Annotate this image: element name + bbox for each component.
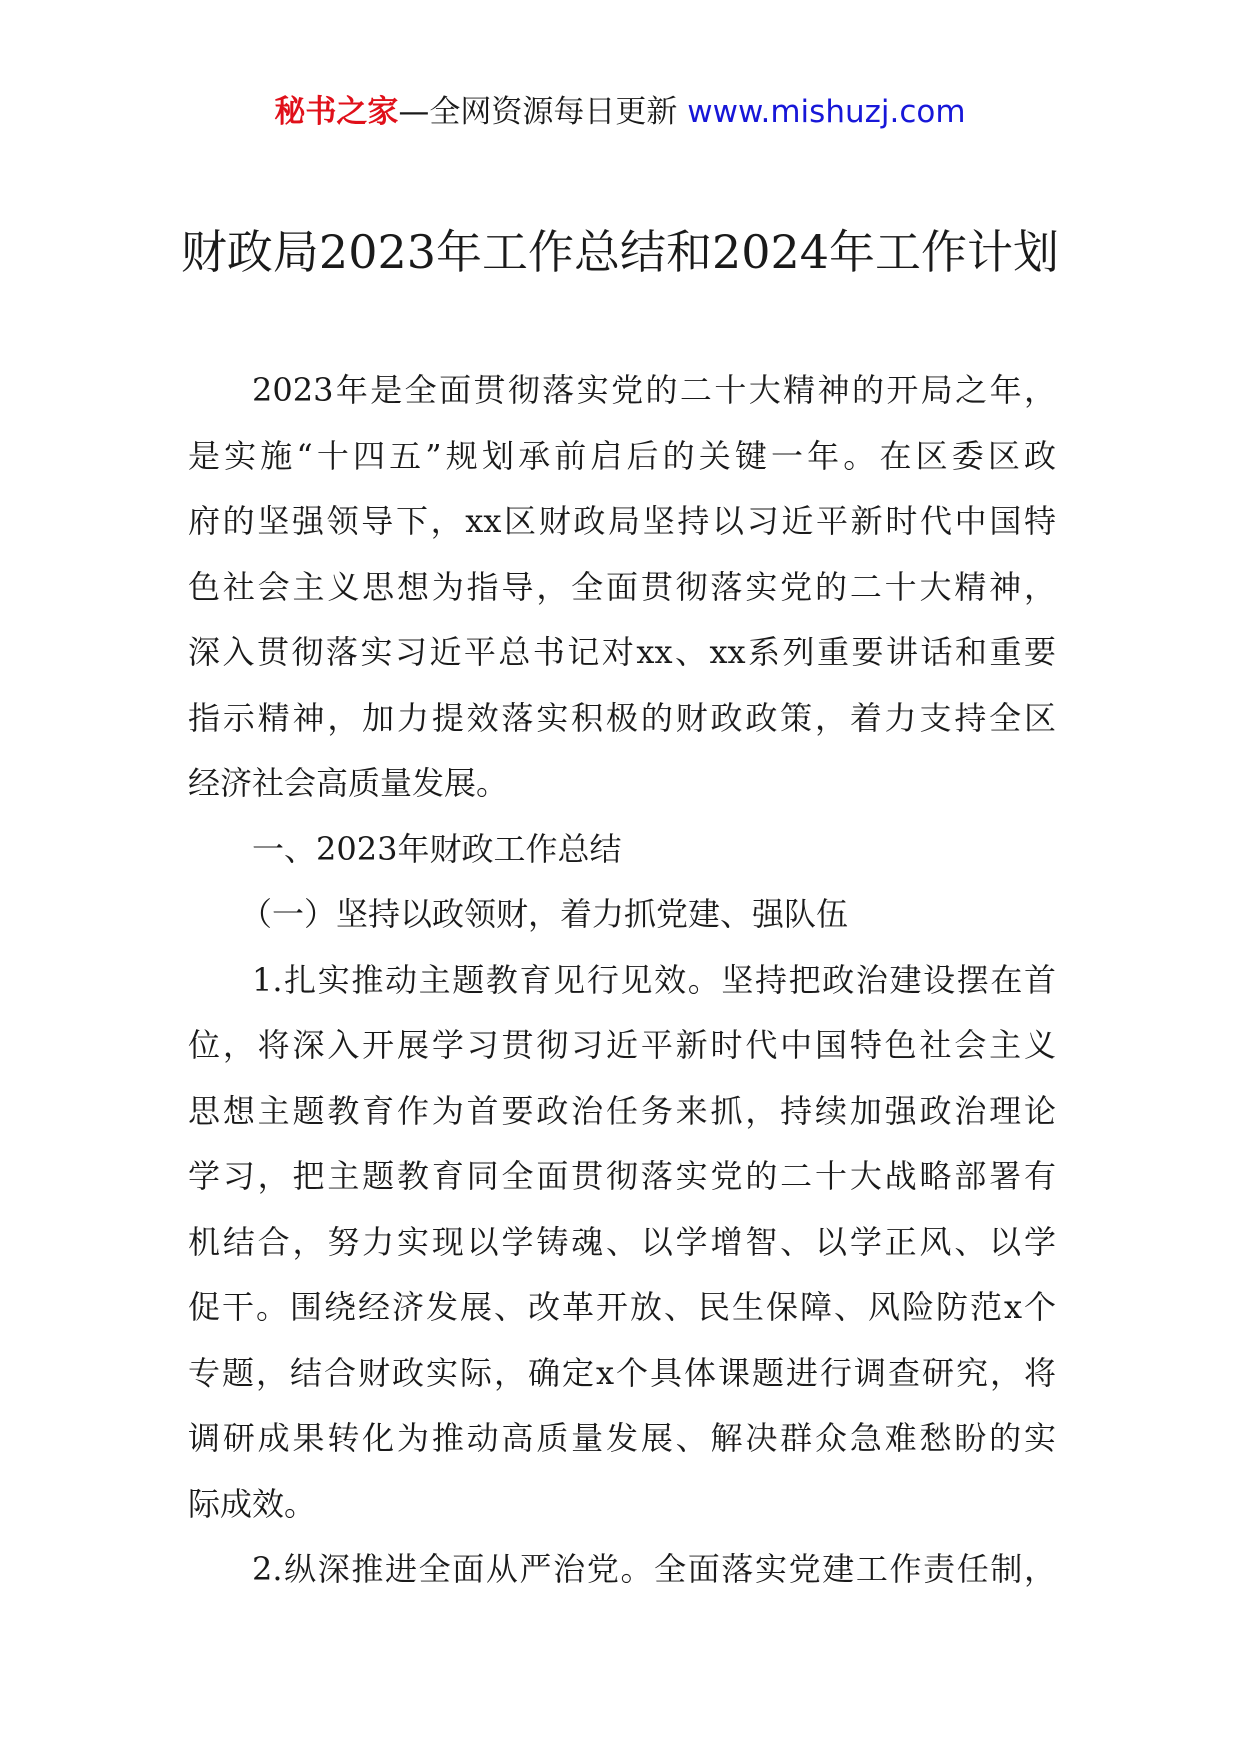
paragraph-line: 调研成果转化为推动高质量发展、解决群众急难愁盼的实 bbox=[188, 1419, 1056, 1457]
site-tagline: —全网资源每日更新 bbox=[398, 94, 688, 130]
paragraph-line: 是实施“十四五”规划承前启后的关键一年。在区委区政 bbox=[188, 436, 1056, 475]
paragraph-line: 1.扎实推动主题教育见行见效。坚持把政治建设摆在首 bbox=[252, 960, 1056, 999]
paragraph-line: 经济社会高质量发展。 bbox=[188, 764, 509, 802]
paragraph-line: 指示精神，加力提效落实积极的财政政策，着力支持全区 bbox=[188, 698, 1056, 737]
document-title: 财政局2023年工作总结和2024年工作计划 bbox=[180, 225, 1060, 279]
paragraph-line: 思想主题教育作为首要政治任务来抓，持续加强政治理论 bbox=[188, 1091, 1056, 1130]
paragraph-line: 专题，结合财政实际，确定x个具体课题进行调查研究，将 bbox=[188, 1353, 1056, 1392]
paragraph-line: 深入贯彻落实习近平总书记对xx、xx系列重要讲话和重要 bbox=[188, 633, 1056, 671]
subsection-heading: （一）坚持以政领财，着力抓党建、强队伍 bbox=[240, 895, 849, 933]
paragraph-line: 位，将深入开展学习贯彻习近平新时代中国特色社会主义 bbox=[188, 1026, 1056, 1064]
paragraph-line: 2023年是全面贯彻落实党的二十大精神的开局之年， bbox=[252, 371, 1056, 409]
site-url-link[interactable]: www.mishuzj.com bbox=[687, 94, 966, 130]
document-body bbox=[188, 358, 1056, 1603]
paragraph-line: 促干。围绕经济发展、改革开放、民生保障、风险防范x个 bbox=[188, 1288, 1056, 1326]
paragraph-line: 2.纵深推进全面从严治党。全面落实党建工作责任制， bbox=[252, 1550, 1056, 1588]
paragraph-line: 机结合，努力实现以学铸魂、以学增智、以学正风、以学 bbox=[188, 1222, 1056, 1261]
paragraph-line: 学习，把主题教育同全面贯彻落实党的二十大战略部署有 bbox=[188, 1157, 1056, 1195]
site-brand: 秘书之家 bbox=[274, 94, 399, 130]
paragraph-line: 际成效。 bbox=[188, 1484, 317, 1523]
paragraph-line: 色社会主义思想为指导，全面贯彻落实党的二十大精神， bbox=[188, 567, 1056, 606]
paragraph-line: 府的坚强领导下，xx区财政局坚持以习近平新时代中国特 bbox=[188, 502, 1056, 540]
section-heading: 一、2023年财政工作总结 bbox=[252, 829, 622, 868]
site-header bbox=[0, 92, 1240, 132]
